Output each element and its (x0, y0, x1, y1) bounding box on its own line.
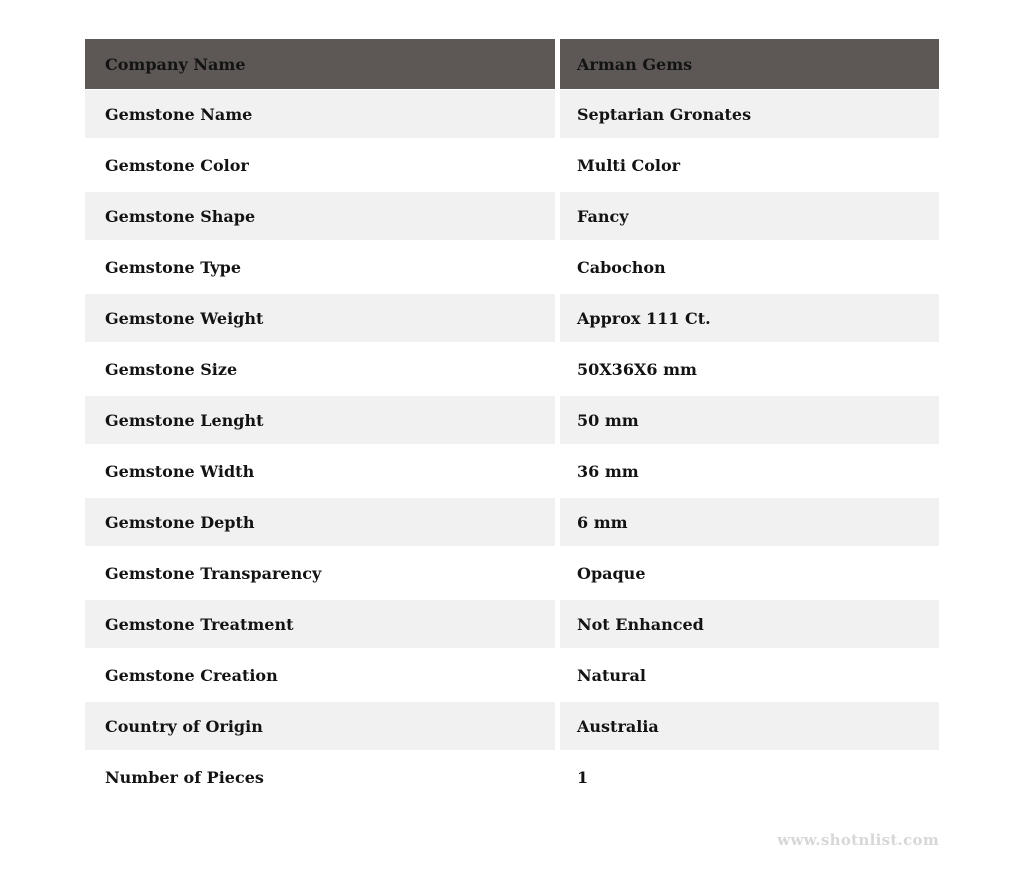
row-label: Gemstone Depth (85, 498, 560, 546)
row-value: 50 mm (577, 410, 639, 430)
table-row (85, 345, 939, 396)
site-watermark: www.shotnlist.com (777, 831, 939, 849)
row-value: 6 mm (577, 512, 628, 532)
row-label: Gemstone Size (85, 345, 560, 393)
table-row (85, 549, 939, 600)
row-label: Gemstone Treatment (85, 600, 560, 648)
row-value: Approx 111 Ct. (577, 308, 711, 328)
row-value: Natural (577, 665, 646, 685)
row-label: Gemstone Name (85, 90, 560, 138)
table-row (85, 600, 939, 651)
row-value: Not Enhanced (577, 614, 704, 634)
row-label: Gemstone Creation (85, 651, 560, 699)
header-label-cell: Company Name (85, 39, 560, 89)
row-value: Australia (577, 716, 659, 736)
table-row (85, 396, 939, 447)
row-value: 50X36X6 mm (577, 359, 697, 379)
gem-spec-table (85, 39, 939, 804)
row-label: Gemstone Transparency (85, 549, 560, 597)
row-value: Cabochon (577, 257, 666, 277)
row-label: Gemstone Color (85, 141, 560, 189)
row-value: 1 (577, 767, 589, 787)
row-label: Country of Origin (85, 702, 560, 750)
row-value: Opaque (577, 563, 646, 583)
row-label: Gemstone Weight (85, 294, 560, 342)
row-value: Fancy (577, 206, 629, 226)
table-row (85, 498, 939, 549)
table-row (85, 141, 939, 192)
row-value: Multi Color (577, 155, 681, 175)
row-label: Gemstone Lenght (85, 396, 560, 444)
table-row (85, 447, 939, 498)
header-value-cell: Arman Gems (577, 54, 693, 74)
row-value: 36 mm (577, 461, 639, 481)
row-label: Number of Pieces (85, 753, 560, 801)
table-row (85, 294, 939, 345)
table-row (85, 753, 939, 804)
row-value: Septarian Gronates (577, 104, 752, 124)
table-header-row (85, 39, 939, 90)
row-label: Gemstone Shape (85, 192, 560, 240)
table-row (85, 243, 939, 294)
table-row (85, 90, 939, 141)
row-label: Gemstone Width (85, 447, 560, 495)
row-label: Gemstone Type (85, 243, 560, 291)
table-row (85, 651, 939, 702)
table-row (85, 192, 939, 243)
table-row (85, 702, 939, 753)
